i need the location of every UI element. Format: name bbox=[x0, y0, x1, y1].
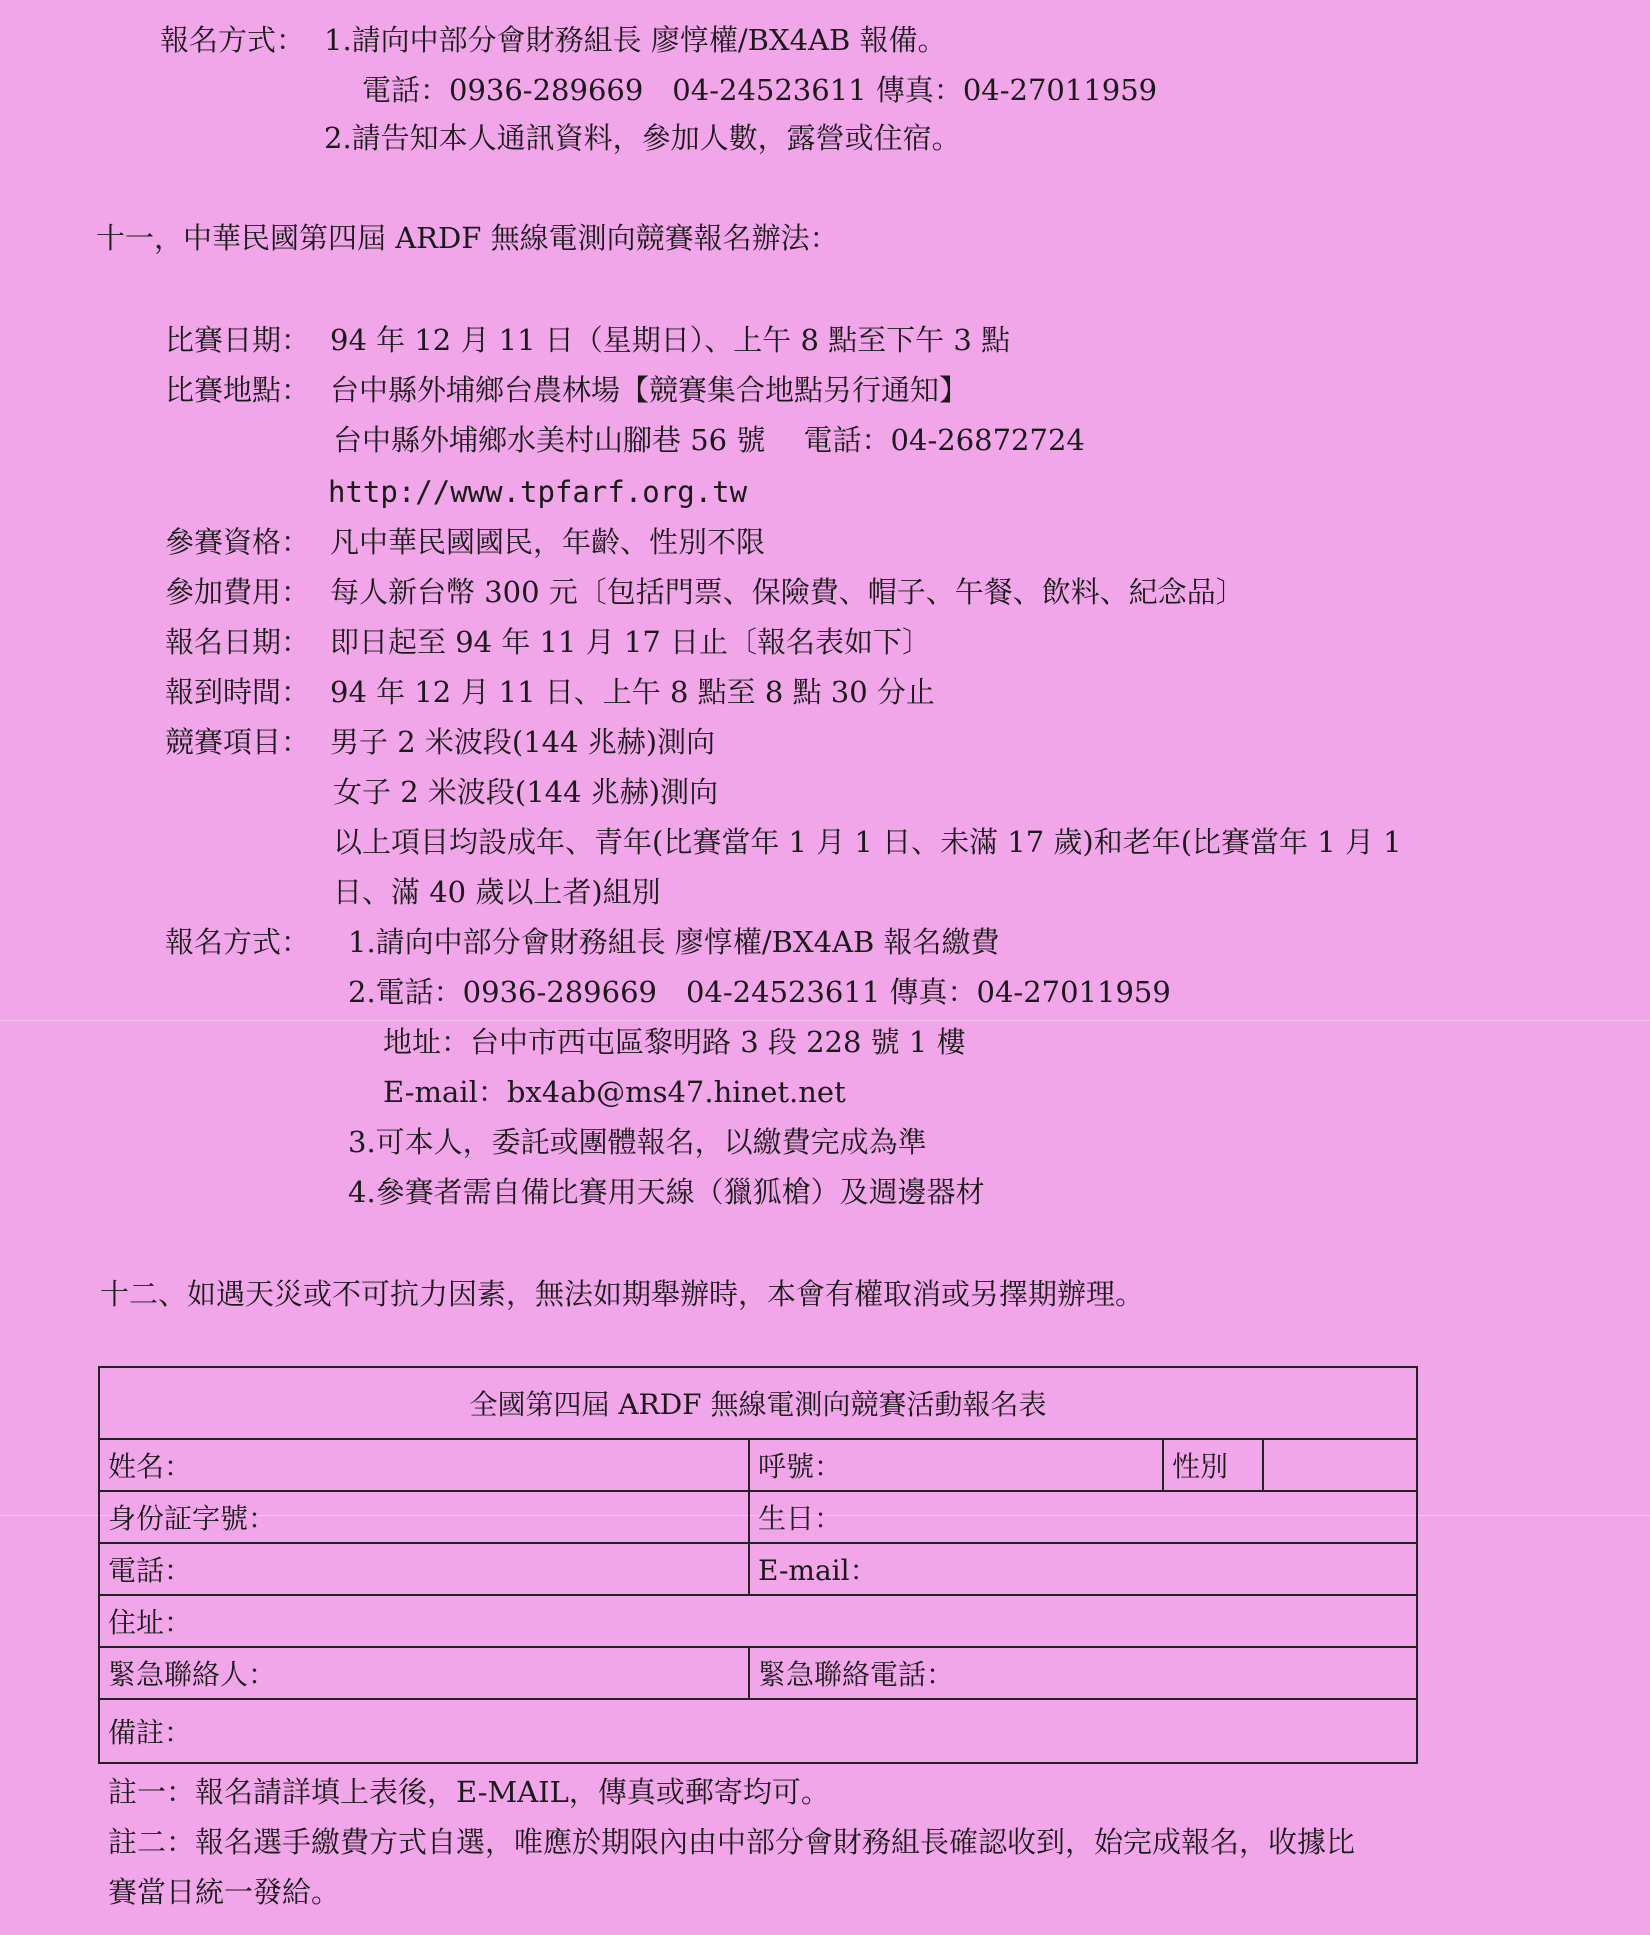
venue-address: 台中縣外埔鄉水美村山腳巷 56 號 電話：04-26872724 bbox=[333, 423, 1085, 457]
section12-text: 十二、如遇天災或不可抗力因素，無法如期舉辦時，本會有權取消或另擇期辦理。 bbox=[100, 1277, 1145, 1311]
venue-url: http://www.tpfarf.org.tw bbox=[328, 475, 748, 509]
form-emergency-phone-field[interactable]: 緊急聯絡電話： bbox=[749, 1647, 1417, 1699]
events-groups-line2: 日、滿 40 歲以上者)組別 bbox=[333, 875, 661, 909]
form-email-field[interactable]: E-mail： bbox=[749, 1543, 1417, 1595]
date-value: 94 年 12 月 11 日（星期日）、上午 8 點至下午 3 點 bbox=[330, 323, 1011, 357]
paper-fold-line bbox=[0, 1020, 1650, 1021]
venue-value: 台中縣外埔鄉台農林場【競賽集合地點另行通知】 bbox=[330, 373, 969, 407]
method-item3: 3.可本人，委託或團體報名，以繳費完成為準 bbox=[348, 1125, 927, 1159]
form-id-field[interactable]: 身份証字號： bbox=[99, 1491, 749, 1543]
method-item1: 1.請向中部分會財務組長 廖惇權/BX4AB 報名繳費 bbox=[348, 925, 1000, 959]
top-registration-item1: 1.請向中部分會財務組長 廖惇權/BX4AB 報備。 bbox=[324, 23, 947, 57]
checkin-value: 94 年 12 月 11 日、上午 8 點至 8 點 30 分止 bbox=[330, 675, 935, 709]
method-item2: 2.電話：0936-289669 04-24523611 傳真：04-27011959 bbox=[348, 975, 1171, 1009]
section11-heading: 十一，中華民國第四屆 ARDF 無線電測向競賽報名辦法： bbox=[96, 221, 839, 255]
note-2-line2: 賽當日統一發給。 bbox=[108, 1875, 341, 1909]
venue-label: 比賽地點： bbox=[165, 373, 311, 407]
events-label: 競賽項目： bbox=[165, 725, 311, 759]
events-groups-line1: 以上項目均設成年、青年(比賽當年 1 月 1 日、未滿 17 歲)和老年(比賽當年 1 月 1 bbox=[333, 825, 1402, 859]
reg-date-value: 即日起至 94 年 11 月 17 日止〔報名表如下〕 bbox=[330, 625, 932, 659]
form-title: 全國第四屆 ARDF 無線電測向競賽活動報名表 bbox=[99, 1367, 1417, 1439]
eligibility-label: 參賽資格： bbox=[165, 525, 311, 559]
form-emergency-contact-field[interactable]: 緊急聯絡人： bbox=[99, 1647, 749, 1699]
form-remarks-field[interactable]: 備註： bbox=[99, 1699, 1417, 1763]
checkin-label: 報到時間： bbox=[165, 675, 311, 709]
form-gender-label: 性別 bbox=[1163, 1439, 1263, 1491]
form-address-field[interactable]: 住址： bbox=[99, 1595, 1417, 1647]
eligibility-value: 凡中華民國國民，年齡、性別不限 bbox=[330, 525, 766, 559]
fee-value: 每人新台幣 300 元〔包括門票、保險費、帽子、午餐、飲料、紀念品〕 bbox=[330, 575, 1245, 609]
reg-date-label: 報名日期： bbox=[165, 625, 311, 659]
method-address: 地址：台中市西屯區黎明路 3 段 228 號 1 樓 bbox=[383, 1025, 966, 1059]
registration-form bbox=[98, 1366, 1418, 1764]
top-registration-label: 報名方式： bbox=[160, 23, 306, 57]
fee-label: 參加費用： bbox=[165, 575, 311, 609]
form-name-field[interactable]: 姓名： bbox=[99, 1439, 749, 1491]
events-men: 男子 2 米波段(144 兆赫)測向 bbox=[330, 725, 716, 759]
note-2-line1: 註二：報名選手繳費方式自選，唯應於期限內由中部分會財務組長確認收到，始完成報名，收據比 bbox=[108, 1825, 1356, 1859]
note-1: 註一：報名請詳填上表後，E-MAIL，傳真或郵寄均可。 bbox=[108, 1775, 830, 1809]
top-registration-phone: 電話：0936-289669 04-24523611 傳真：04-27011959 bbox=[362, 73, 1158, 107]
top-registration-item2: 2.請告知本人通訊資料，參加人數，露營或住宿。 bbox=[324, 121, 961, 155]
form-birthday-field[interactable]: 生日： bbox=[749, 1491, 1417, 1543]
form-phone-field[interactable]: 電話： bbox=[99, 1543, 749, 1595]
form-callsign-field[interactable]: 呼號： bbox=[749, 1439, 1163, 1491]
form-gender-input[interactable] bbox=[1263, 1439, 1417, 1491]
method-email: E-mail：bx4ab@ms47.hinet.net bbox=[383, 1075, 846, 1109]
method-item4: 4.參賽者需自備比賽用天線（獵狐槍）及週邊器材 bbox=[348, 1175, 985, 1209]
method-label: 報名方式： bbox=[165, 925, 311, 959]
date-label: 比賽日期： bbox=[165, 323, 311, 357]
events-women: 女子 2 米波段(144 兆赫)測向 bbox=[333, 775, 719, 809]
